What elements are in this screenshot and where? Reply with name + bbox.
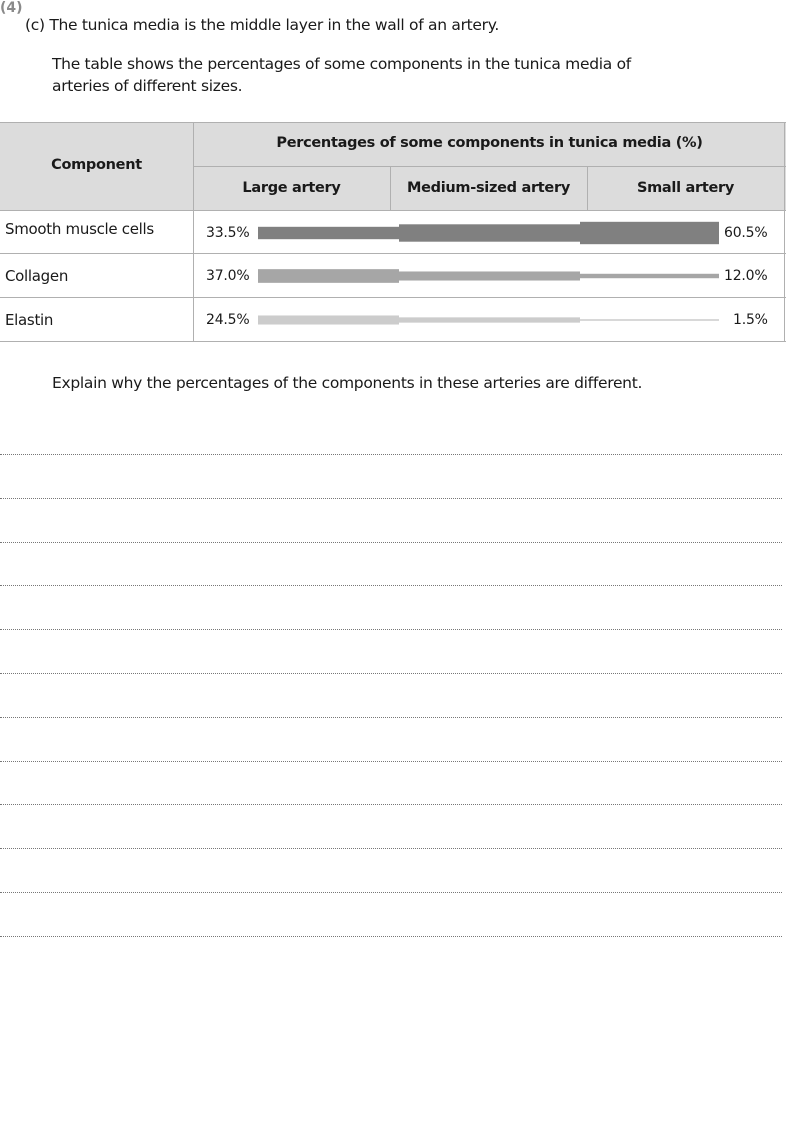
component-header: Component <box>51 157 142 173</box>
answer-line[interactable] <box>0 673 782 674</box>
question-description-line2: arteries of different sizes. <box>52 77 243 95</box>
answer-line[interactable] <box>0 848 782 849</box>
question-prompt: Explain why the percentages of the components in these arteries are different. <box>52 374 643 392</box>
smooth-muscle-small-value: 60.5% <box>724 225 768 241</box>
marks-indicator: (4) <box>0 0 23 16</box>
collagen-bar-medium <box>399 271 580 280</box>
smooth-muscle-large-value: 33.5% <box>206 225 250 241</box>
answer-line[interactable] <box>0 804 782 805</box>
answer-line[interactable] <box>0 542 782 543</box>
elastin-bar-small <box>580 319 719 321</box>
elastin-bar-large <box>258 315 399 324</box>
answer-line[interactable] <box>0 761 782 762</box>
row-label-collagen: Collagen <box>5 267 69 285</box>
answer-line[interactable] <box>0 585 782 586</box>
column-header-small: Small artery <box>636 180 735 196</box>
answer-line[interactable] <box>0 454 782 455</box>
elastin-large-value: 24.5% <box>206 312 250 328</box>
answer-line[interactable] <box>0 892 782 893</box>
elastin-small-value: 1.5% <box>733 312 768 328</box>
collagen-bar-large <box>258 269 399 283</box>
column-header-medium: Medium-sized artery <box>407 180 570 196</box>
answer-line[interactable] <box>0 936 782 937</box>
trend-bars <box>0 0 786 360</box>
answer-line[interactable] <box>0 629 782 630</box>
row-label-elastin: Elastin <box>5 311 54 329</box>
row-label-smooth-muscle: Smooth muscle cells <box>5 220 154 238</box>
column-header-large: Large artery <box>242 180 341 196</box>
collagen-large-value: 37.0% <box>206 268 250 284</box>
smooth-muscle-bar-small <box>580 222 719 244</box>
collagen-bar-small <box>580 274 719 278</box>
group-header: Percentages of some components in tunica media (%) <box>276 135 703 151</box>
answer-line[interactable] <box>0 717 782 718</box>
question-description-line1: The table shows the percentages of some components in the tunica media of <box>52 55 631 73</box>
smooth-muscle-bar-medium <box>399 224 580 241</box>
answer-line[interactable] <box>0 498 782 499</box>
smooth-muscle-bar-large <box>258 227 399 239</box>
question-intro: (c) The tunica media is the middle layer in the wall of an artery. <box>25 16 500 34</box>
elastin-bar-medium <box>399 317 580 322</box>
collagen-small-value: 12.0% <box>724 268 768 284</box>
